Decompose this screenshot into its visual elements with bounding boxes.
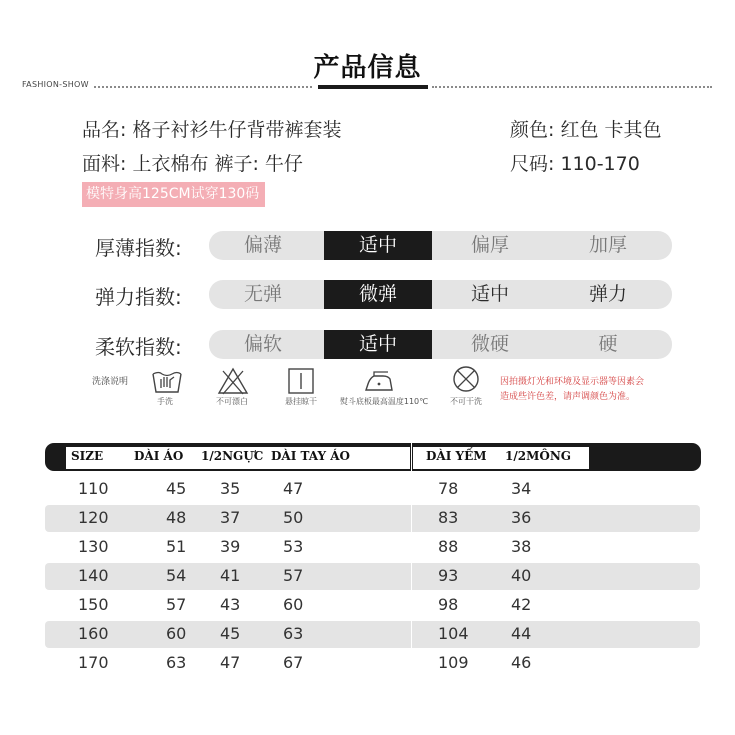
table-cell: 36 [511, 508, 532, 527]
table-cell: 47 [220, 653, 241, 672]
table-cell: 93 [438, 566, 459, 585]
index-option: 无弹 [243, 283, 282, 305]
table-cell: 45 [166, 479, 187, 498]
index-option: 微硬 [470, 333, 509, 355]
index-option-selected: 适中 [324, 330, 432, 359]
index-bar [209, 280, 672, 309]
table-cell: 42 [511, 595, 532, 614]
table-cell: 38 [511, 537, 532, 556]
table-cell: 57 [283, 566, 304, 585]
table-cell: 37 [220, 508, 241, 527]
table-row-stripe [45, 621, 700, 648]
table-cell: 54 [166, 566, 187, 585]
hang-dry-caption: 悬挂晾干 [285, 397, 317, 406]
table-header-cell: DÀI TAY ÁO [271, 449, 351, 463]
table-cell: 41 [220, 566, 241, 585]
table-cell: 43 [220, 595, 241, 614]
table-cell: 39 [220, 537, 241, 556]
table-cell: 150 [78, 595, 109, 614]
table-cell: 48 [166, 508, 187, 527]
hand-wash-icon [150, 366, 184, 400]
table-cell: 120 [78, 508, 109, 527]
table-cell: 60 [166, 624, 187, 643]
table-cell: 170 [78, 653, 109, 672]
no-dry-clean-caption: 不可干洗 [450, 397, 482, 406]
index-option: 硬 [598, 333, 618, 355]
table-cell: 40 [511, 566, 532, 585]
brand-label: FASHION-SHOW [22, 80, 92, 89]
table-cell: 35 [220, 479, 241, 498]
table-cell: 46 [511, 653, 532, 672]
index-option: 加厚 [588, 234, 627, 256]
table-cell: 88 [438, 537, 459, 556]
table-header-cell: SIZE [71, 449, 104, 463]
table-cell: 63 [166, 653, 187, 672]
table-cell: 34 [511, 479, 532, 498]
table-cell: 83 [438, 508, 459, 527]
table-cell: 50 [283, 508, 304, 527]
color-difference-note [500, 375, 700, 405]
table-cell: 60 [283, 595, 304, 614]
table-cell: 160 [78, 624, 109, 643]
note-line-1: 因拍摄灯光和环境及显示器等因素会 [500, 377, 645, 387]
product-size-range: 尺码: 110-170 [510, 153, 640, 175]
product-fabric: 面料: 上衣棉布 裤子: 牛仔 [82, 153, 303, 175]
index-option: 弹力 [588, 283, 627, 305]
table-row-stripe [45, 505, 700, 532]
iron-caption: 熨斗底板最高温度110℃ [339, 397, 429, 406]
index-label: 弹力指数: [95, 285, 182, 309]
no-bleach-caption: 不可漂白 [216, 397, 248, 406]
table-cell: 53 [283, 537, 304, 556]
table-cell: 67 [283, 653, 304, 672]
table-header-cell: 1/2MÔNG [505, 449, 572, 463]
hang-dry-icon [284, 366, 318, 400]
hand-wash-caption: 手洗 [157, 397, 173, 406]
title-underline [318, 85, 428, 89]
table-cell: 47 [283, 479, 304, 498]
index-option: 偏薄 [243, 234, 282, 256]
table-row-stripe [45, 563, 700, 590]
model-note-badge: 模特身高125CM试穿130码 [82, 182, 265, 207]
table-cell: 104 [438, 624, 469, 643]
table-cell: 63 [283, 624, 304, 643]
iron-icon [362, 366, 396, 400]
table-cell: 140 [78, 566, 109, 585]
table-cell: 57 [166, 595, 187, 614]
table-header-cell: DÀI YẾM [426, 449, 487, 463]
index-bar [209, 231, 672, 260]
table-cell: 51 [166, 537, 187, 556]
table-cell: 110 [78, 479, 109, 498]
size-table-column-divider [411, 443, 412, 675]
header-dotted-line-right [432, 86, 712, 88]
table-cell: 98 [438, 595, 459, 614]
index-option-selected: 微弹 [324, 280, 432, 309]
page-title: 产品信息 [313, 53, 422, 83]
index-option: 偏厚 [470, 234, 509, 256]
no-bleach-icon [216, 366, 250, 400]
index-option: 适中 [470, 283, 509, 305]
index-option-selected: 适中 [324, 231, 432, 260]
table-header-cell: 1/2NGỰC [201, 449, 264, 463]
table-header-cell: DÀI ÁO [134, 449, 184, 463]
washing-title: 洗涤说明 [92, 377, 129, 387]
table-cell: 130 [78, 537, 109, 556]
product-color: 颜色: 红色 卡其色 [510, 119, 662, 141]
note-line-2: 造成些许色差，请声调颜色为准。 [500, 392, 636, 402]
index-option: 偏软 [243, 333, 282, 355]
index-label: 柔软指数: [95, 335, 182, 359]
index-label: 厚薄指数: [95, 236, 182, 260]
no-dry-clean-icon [449, 364, 483, 398]
table-cell: 44 [511, 624, 532, 643]
table-cell: 78 [438, 479, 459, 498]
table-cell: 109 [438, 653, 469, 672]
product-name: 品名: 格子衬衫牛仔背带裤套装 [82, 119, 342, 141]
table-cell: 45 [220, 624, 241, 643]
index-bar [209, 330, 672, 359]
